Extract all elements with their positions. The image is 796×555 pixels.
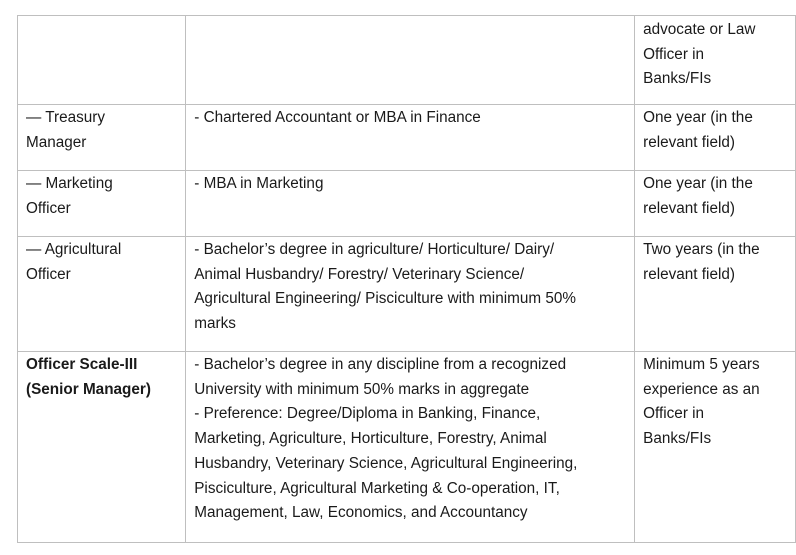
post-line: Officer [26,199,71,217]
qualification-line: Pisciculture, Agricultural Marketing & Co-operation, IT, [194,479,560,497]
qualification-line: - MBA in Marketing [194,175,324,192]
qualification-line: marks [194,315,236,333]
post-line: (Senior Manager) [26,380,151,398]
qualification-line: Agricultural Engineering/ Pisciculture with minimum 50% [194,290,576,308]
table-row [18,171,796,237]
qualification-line: - Bachelor’s degree in agriculture/ Horticulture/ Dairy/ [194,241,555,258]
eligibility-table [17,15,796,543]
experience-cell [635,171,796,237]
post-cell [18,171,186,237]
table-row [18,105,796,171]
experience-line: Officer in [643,45,705,63]
experience-line: One year (in the [643,109,753,126]
qualification-line: - Chartered Accountant or MBA in Finance [194,109,481,126]
qualification-line: Husbandry, Veterinary Science, Agricultural Engineering, [194,454,578,472]
qualification-line: Management, Law, Economics, and Accountancy [194,504,528,522]
post-line: — Marketing [26,175,113,192]
qualification-cell [186,352,635,543]
post-cell [18,352,186,543]
qualification-line: Animal Husbandry/ Forestry/ Veterinary Science/ [194,265,525,283]
post-line: Officer Scale-III [26,356,138,373]
experience-cell [635,105,796,171]
experience-line: Banks/FIs [643,430,712,448]
experience-line: Banks/FIs [643,70,712,88]
post-line: — Agricultural [26,241,122,258]
post-cell [18,16,186,105]
table-row [18,16,796,105]
post-line: — Treasury [26,109,106,126]
post-cell [18,105,186,171]
qualification-line: - Bachelor’s degree in any discipline from a recognized [194,356,567,373]
experience-cell [635,352,796,543]
experience-line: experience as an [643,380,760,398]
qualification-cell [186,105,635,171]
experience-cell [635,237,796,352]
experience-line: Two years (in the [643,241,760,258]
experience-line: Minimum 5 years [643,356,760,373]
experience-line: relevant field) [643,265,735,283]
qualification-line: Marketing, Agriculture, Horticulture, Forestry, Animal [194,430,547,448]
experience-line: relevant field) [643,133,735,151]
table-row [18,352,796,543]
experience-line: One year (in the [643,175,753,192]
post-line: Officer [26,265,71,283]
post-cell [18,237,186,352]
experience-cell [635,16,796,105]
experience-line: advocate or Law [643,21,756,38]
table-row [18,237,796,352]
post-line: Manager [26,133,87,151]
experience-line: Officer in [643,405,705,423]
qualification-cell [186,16,635,105]
qualification-line: - Preference: Degree/Diploma in Banking, Finance, [194,405,541,423]
experience-line: relevant field) [643,199,735,217]
qualification-line: University with minimum 50% marks in aggregate [194,380,530,398]
qualification-cell [186,171,635,237]
qualification-cell [186,237,635,352]
